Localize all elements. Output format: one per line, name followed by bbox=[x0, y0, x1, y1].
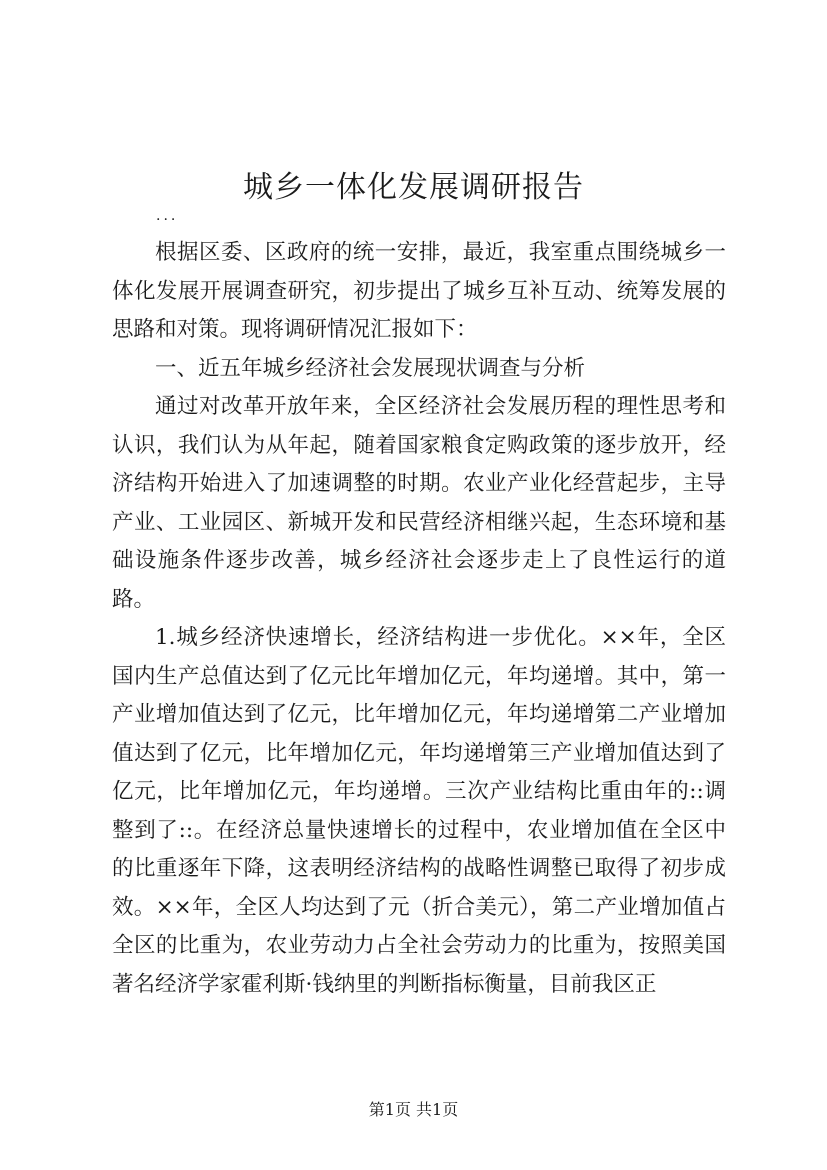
document-title: 城乡一体化发展调研报告 bbox=[243, 170, 584, 206]
document-body bbox=[112, 234, 726, 1004]
intro-paragraph: 根据区委、区政府的统一安排，最近，我室重点围绕城乡一体化发展开展调查研究，初步提出了城乡互补互动、统筹发展的思路和对策。现将调研情况汇报如下： bbox=[112, 240, 726, 342]
economy-paragraph: 1.城乡经济快速增长，经济结构进一步优化。××年，全区国内生产总值达到了亿元比年增加亿元，年均递增。其中，第一产业增加值达到了亿元，比年增加亿元，年均递增第二产业增加值达到了亿元，比年增加亿元，年均递增第三产业增加值达到了亿元，比年增加亿元，年均递增。三次产业结构比重由年的::调整到了::。在经济总量快速增长的过程中，农业增加值在全区中的比重逐年下降，这表明经济结构的战略性调整已取得了初步成效。××年，全区人均达到了元（折合美元），第二产业增加值占全区的比重为，农业劳动力占全社会劳动力的比重为，按照美国著名经济学家霍利斯·钱纳里的判断指标衡量，目前我区正 bbox=[112, 625, 726, 997]
section-heading: 一、近五年城乡经济社会发展现状调查与分析 bbox=[155, 355, 586, 381]
analysis-paragraph: 通过对改革开放年来，全区经济社会发展历程的理性思考和认识，我们认为从年起，随着国家粮食定购政策的逐步放开，经济结构开始进入了加速调整的时期。农业产业化经营起步，主导产业、工业园区、新城开发和民营经济相继兴起，生态环境和基础设施条件逐步改善，城乡经济社会逐步走上了良性运行的道路。 bbox=[112, 394, 726, 612]
ellipsis-mark: ... bbox=[156, 208, 179, 224]
page-footer: 第1页 共1页 bbox=[368, 1100, 459, 1119]
